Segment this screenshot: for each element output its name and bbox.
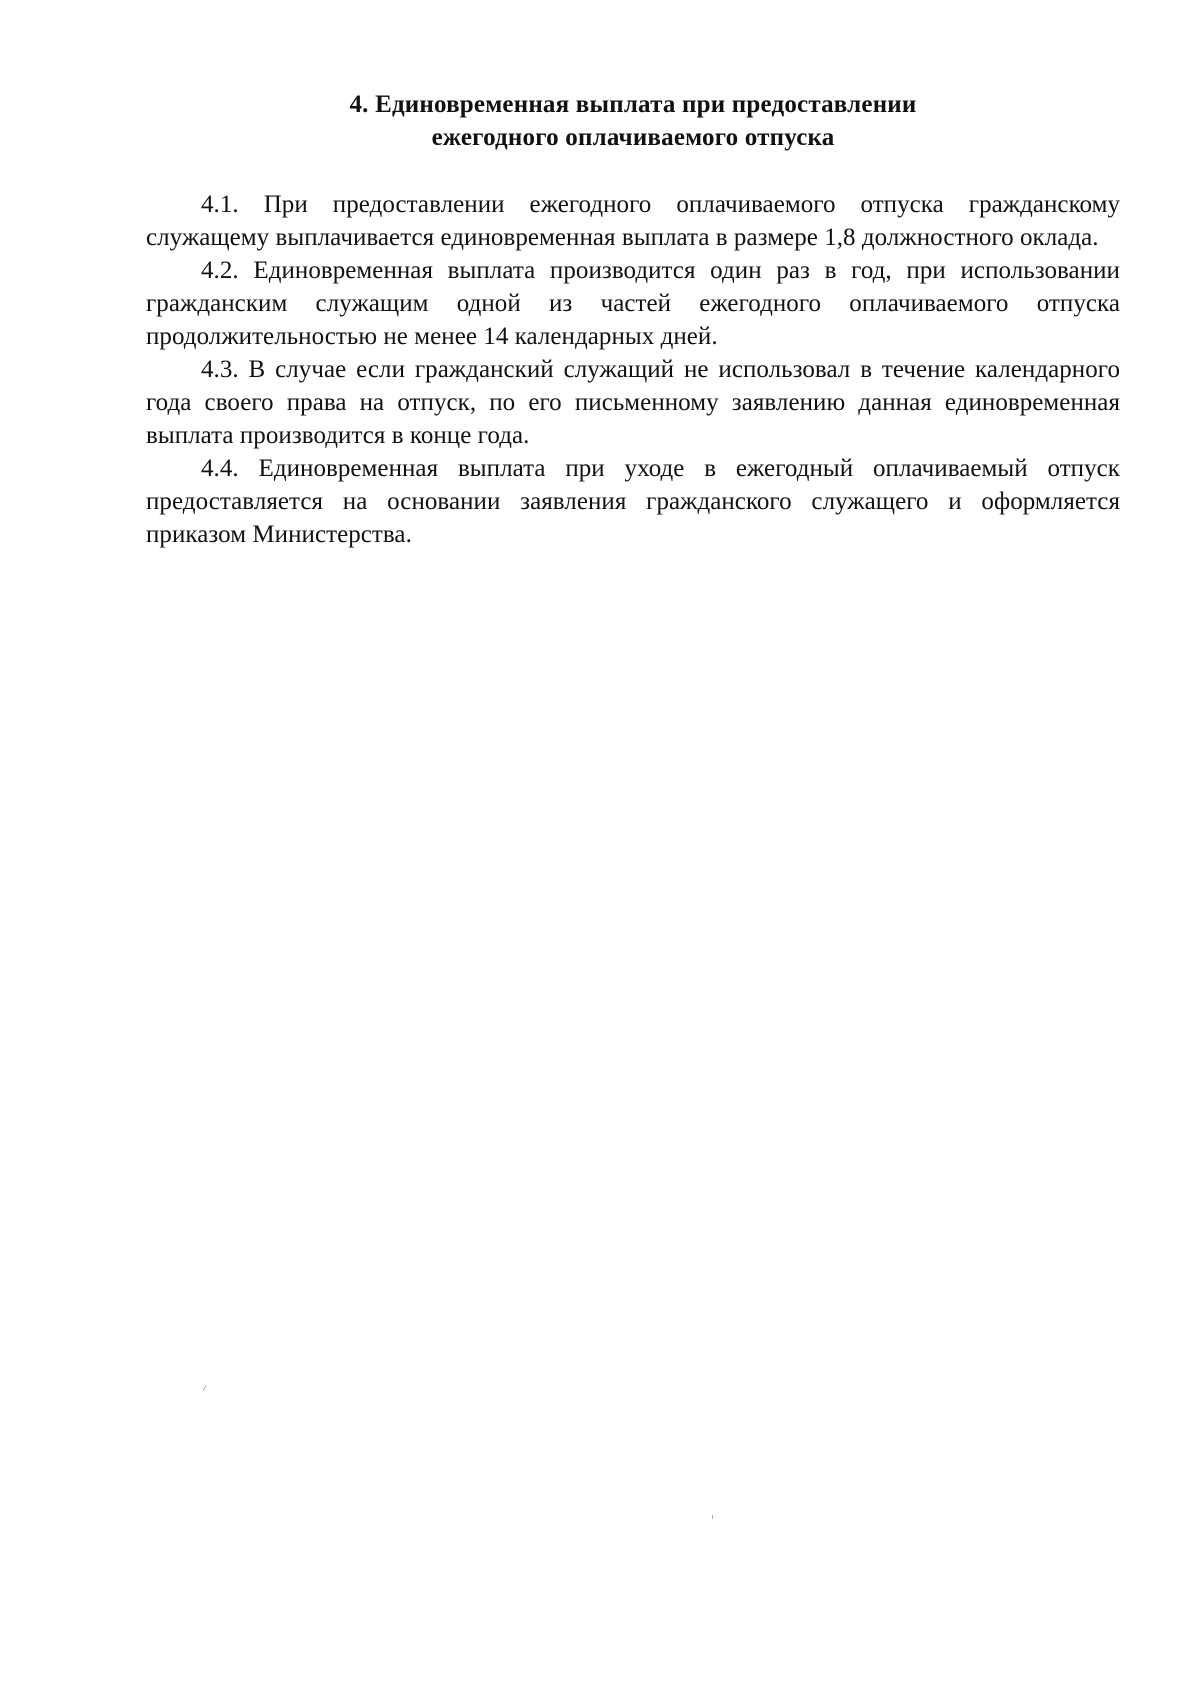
clause-4-3: 4.3. В случае если гражданский служащий не использовал в течение календарного года своего права на отпуск, по его письменному заявлению данная единовременная выплата производится в конце года.: [146, 356, 1120, 449]
clause-4-2: 4.2. Единовременная выплата производится один раз в год, при использовании гражданским служащим одной из частей ежегодного оплачиваемого отпуска продолжительностью не менее 14 календарных дней.: [146, 257, 1120, 350]
section-title: [146, 88, 1120, 154]
section-title-line-2: ежегодного оплачиваемого отпуска: [431, 124, 835, 151]
clause-4-1: 4.1. При предоставлении ежегодного оплачиваемого отпуска гражданскому служащему выплачивается единовременная выплата в размере 1,8 должностного оклада.: [146, 191, 1120, 251]
document-body: [146, 88, 1120, 551]
scan-speck: [203, 1385, 206, 1391]
scan-speck: [712, 1515, 713, 1519]
clause-4-4: 4.4. Единовременная выплата при уходе в ежегодный оплачиваемый отпуск предоставляется на основании заявления гражданского служащего и оформляется приказом Министерства.: [146, 455, 1120, 548]
section-title-line-1: 4. Единовременная выплата при предоставлении: [349, 91, 917, 118]
